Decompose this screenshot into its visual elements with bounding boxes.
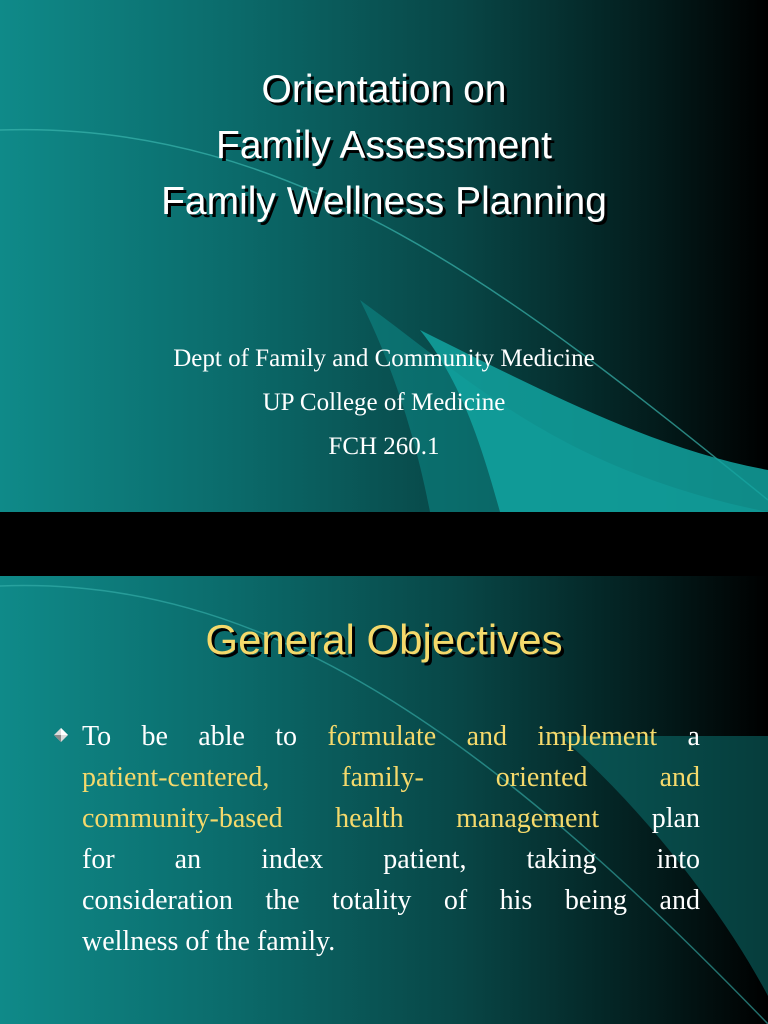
objective-line-4 (82, 839, 700, 880)
slide-subtitle (0, 337, 768, 469)
highlight-word: family- (341, 762, 424, 793)
word: into (656, 844, 700, 875)
objective-line-5 (82, 880, 700, 921)
highlight-word: community-based (82, 803, 283, 834)
slide-title (0, 62, 768, 230)
objectives-slide (0, 576, 768, 1024)
word: able (198, 721, 245, 752)
subtitle-line-1: Dept of Family and Community Medicine (173, 345, 595, 372)
highlight-word: management (456, 803, 600, 834)
slide-separator (0, 512, 768, 576)
word: consideration (82, 885, 233, 916)
highlight-word: implement (537, 721, 658, 752)
title-line-2: Family Assessment (216, 124, 552, 167)
objective-line-1 (82, 716, 700, 757)
word: an (174, 844, 202, 875)
highlight-word: patient-centered, (82, 762, 270, 793)
word: being (564, 885, 628, 916)
word: his (499, 885, 533, 916)
highlight-word: formulate (327, 721, 437, 752)
subtitle-line-2: UP College of Medicine (262, 389, 506, 416)
objective-text (82, 716, 700, 962)
highlight-word: and (659, 762, 700, 793)
title-line-3: Family Wellness Planning (161, 180, 607, 223)
section-heading: General Objectives (205, 616, 563, 663)
word: be (141, 721, 168, 752)
word: the (265, 885, 300, 916)
objective-line-6 (82, 921, 700, 962)
highlight-word: health (335, 803, 404, 834)
highlight-word: and (466, 721, 508, 752)
title-line-1: Orientation on (261, 68, 507, 111)
word: taking (526, 844, 597, 875)
diamond-bullet-icon (54, 728, 68, 742)
word: index (261, 844, 324, 875)
objective-line-2 (82, 757, 700, 798)
word: and (659, 885, 700, 916)
word: a (687, 721, 700, 752)
word: patient, (383, 844, 467, 875)
word: of (443, 885, 468, 916)
word: to (275, 721, 298, 752)
word: plan (651, 803, 700, 834)
word: wellness of the family. (82, 926, 336, 957)
highlight-word: oriented (495, 762, 588, 793)
subtitle-line-3: FCH 260.1 (328, 433, 440, 460)
word: for (82, 844, 115, 875)
word: To (82, 721, 112, 752)
objective-line-3 (82, 798, 700, 839)
word: totality (332, 885, 412, 916)
